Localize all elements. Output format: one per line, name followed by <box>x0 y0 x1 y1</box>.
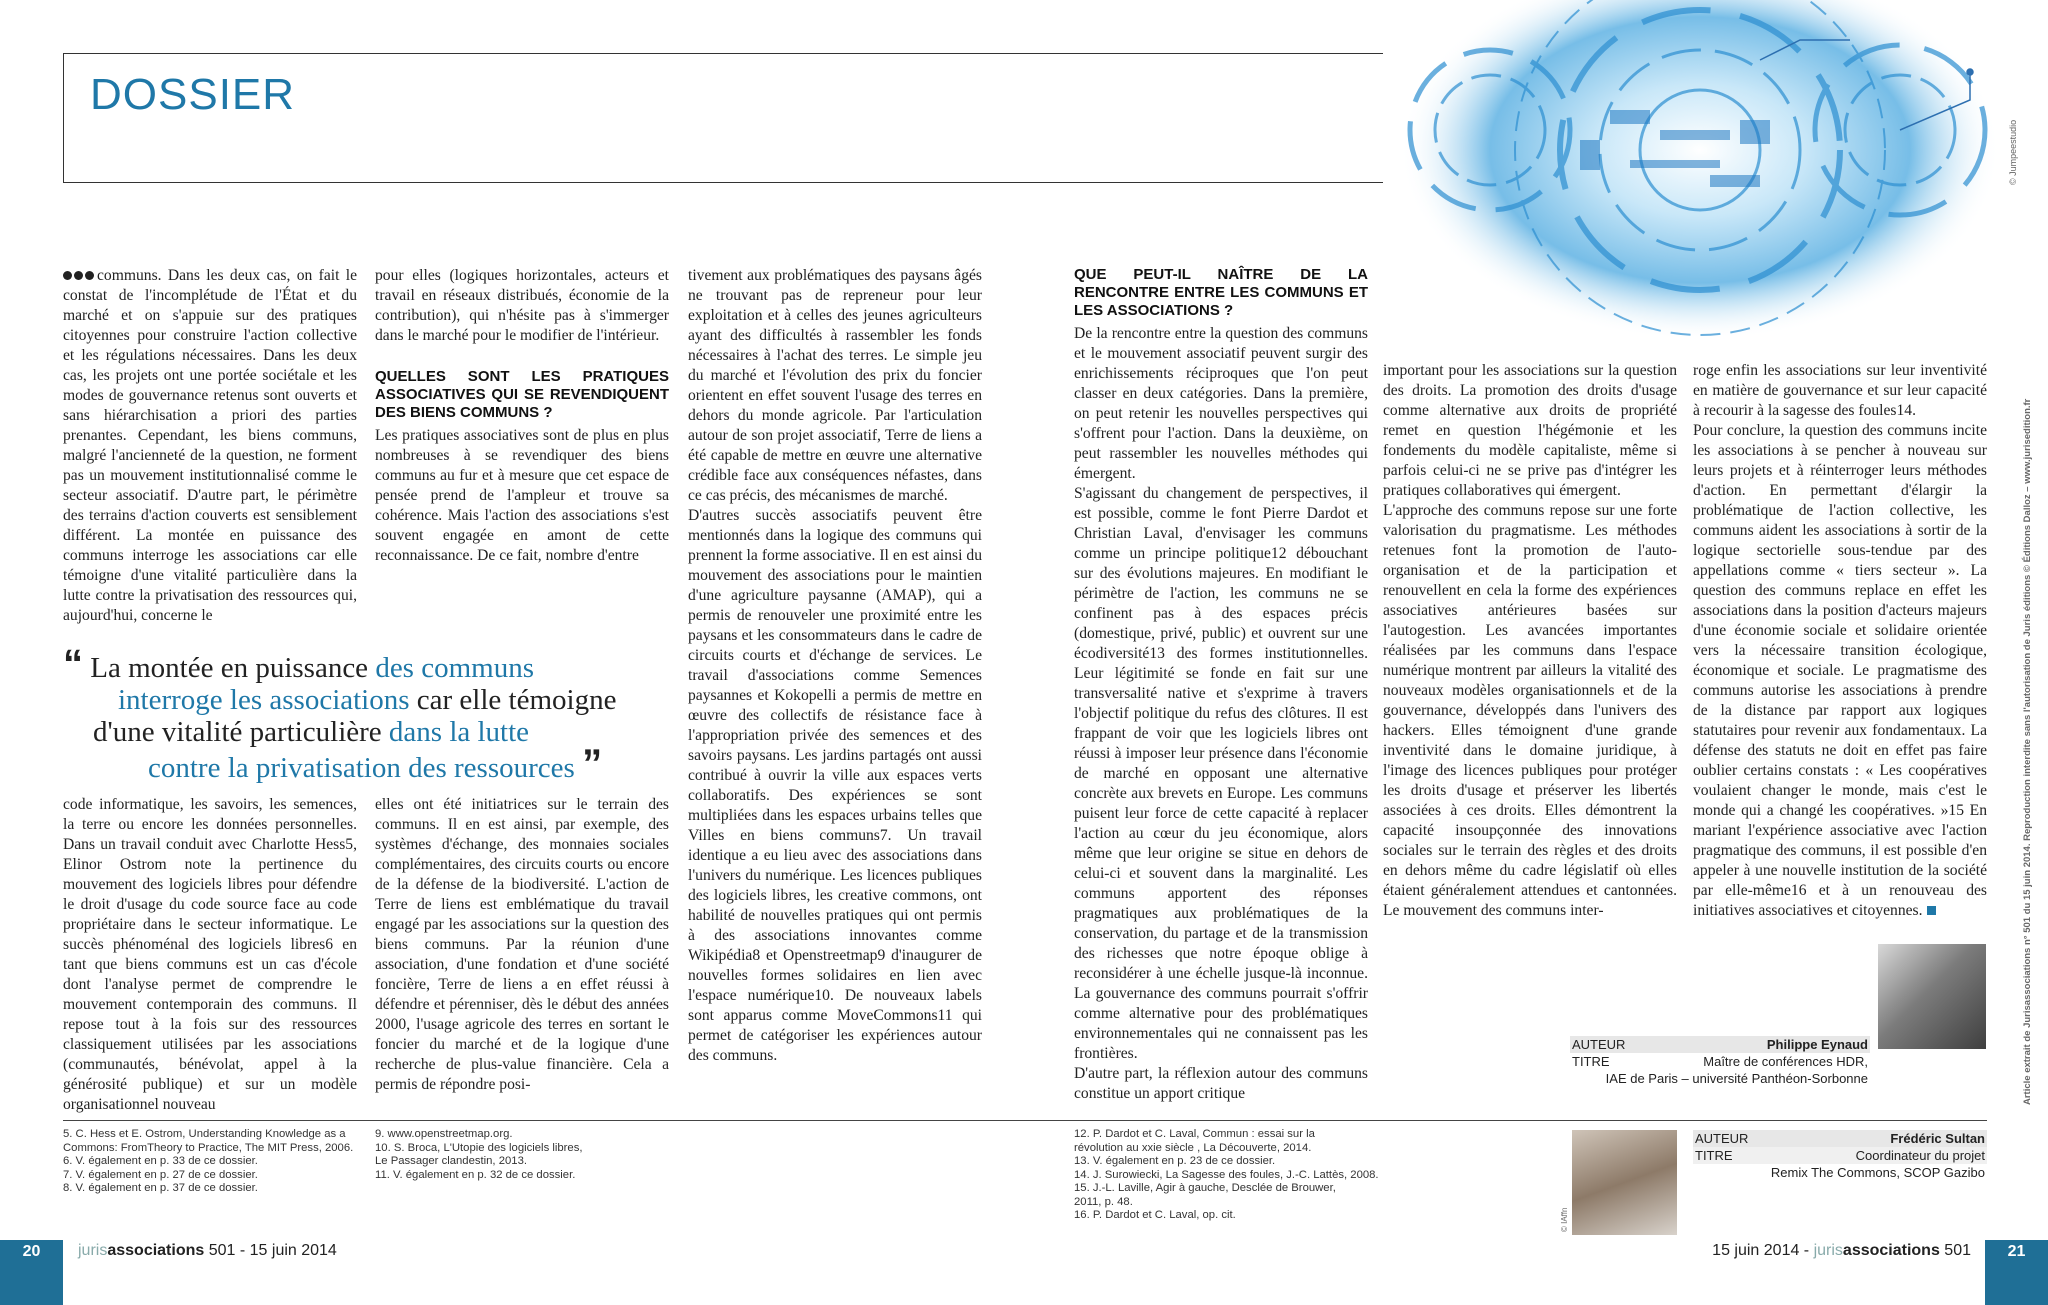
column-3 <box>688 266 982 1066</box>
footnote: 11. V. également en p. 32 de ce dossier. <box>375 1168 576 1181</box>
footnotes-a <box>63 1128 393 1196</box>
footnotes-b <box>375 1128 695 1182</box>
footnote-divider <box>63 1120 1987 1121</box>
body-text: D'autres succès associatifs peuvent être mentionnés dans la logique des communs qui prennent la forme associative. Il en est ainsi du mouvement des associations pour le maintien d'une agriculture paysanne (AMAP), qui a permis de renouveler une proximité entre les paysans et les consommateurs dans le cadre de circuits courts et d'échange de services. Le travail d'associations comme Semences paysannes et Kokopelli a permis de mettre en œuvre des collectifs de résistance face à l'appropriation privée des semences et des savoirs paysans. Les jardins partagés ont aussi contribué à ouvrir la ville aux espaces verts collaboratifs. Des expériences se sont multipliées dans les espaces urbains telles que Villes en biens communs7. Un travail identique a eu lieu avec des associations dans l'univers du numérique. Les licences publiques des logiciels libres, les creative commons, ont habilité de nouvelles pratiques qui ont permis à des associations innovantes comme Wikipédia8 et Openstreetmap9 d'inaugurer de nouvelles formes solidaires en lien avec l'espace numérique10. De nouveaux labels sont apparus comme MoveCommons11 qui permet de catégoriser les expériences autour des communs. <box>688 507 982 1064</box>
hero-illustration <box>1380 0 2020 360</box>
brand-associations: associations <box>1842 1242 1940 1259</box>
body-text: elles ont été initiatrices sur le terrain des communs. Il en est ainsi, par exemple, des systèmes d'échange, des monnaies sociales complémentaires, des circuits courts ou encore de la défense de la biodiversité. L'action de Terre de liens est emblématique du travail engagé par les associations sur la question des biens communs. Par la réunion d'une association, d'une fondation et d'une société foncière, Terre de liens a en effet réussi à défendre et pérenniser, dès le début des années 2000, l'usage agricole des terres en sortant le foncier du marché et de la logique d'une recherche de plus-value financière. Cela a permis de répondre posi- <box>375 796 669 1093</box>
author-photo <box>1878 944 1986 1049</box>
column-1-top <box>63 266 357 626</box>
brand-juris: juris <box>1813 1242 1843 1259</box>
quote-text: contre la privatisation des ressources <box>148 752 575 784</box>
body-text: S'agissant du changement de perspectives, il est possible, comme le font Pierre Dardot et Christian Laval, d'envisager les communs comme un principe politique12 débouchant sur des évolutions majeures. En modifiant le périmètre de l'action, les communs ne se confinent pas à des espaces précis (domestique, privé, public) et ouvrent sur une écodiversité13 des formes institutionnelles. Leur légitimité se fonde en fait sur une transversalité native et s'exprime à travers l'objectif politique du refus des clôtures. Il est frappant de voir que les logiciels libres ont réussi à imposer leur présence dans l'économie de marché en opposant une alternative concrète aux brevets en Europe. Les communs puisent leur force de cette capacité à replacer l'action au cœur du jeu économique, alors même que leur origine se situe en dehors de celui-ci et souvent dans la marginalité. Les communs apportent des réponses pragmatiques aux problématiques de la conservation, du partage et de la transmission des richesses que notre époque oblige à reconsidérer à une échelle jusque-là inconnue. La gouvernance des communs pourrait s'offrir comme alternative pour des problématiques environnementales qui ne connaissent pas les frontières. <box>1074 485 1368 1062</box>
title-label: TITRE <box>1695 1148 1733 1163</box>
quote-text: interroge les associations <box>118 684 410 716</box>
body-text: pour elles (logiques horizontales, acteurs et travail en réseaux distribués, économie de la contribution), qui n'hésite pas à s'immerger dans le marché pour le modifier de l'intérieur. <box>375 267 669 344</box>
column-5 <box>1383 361 1677 921</box>
author-label: AUTEUR <box>1695 1131 1749 1146</box>
body-text: roge enfin les associations sur leur inventivité en matière de gouvernance et sur leur capacité à recourir à la sagesse des foules14. <box>1693 362 1987 419</box>
footnote: 2011, p. 48. <box>1074 1195 1133 1208</box>
author-card-2 <box>1693 1130 1987 1181</box>
magazine-name-right <box>1712 1242 1971 1260</box>
quote-text: La montée en puissance <box>90 652 376 684</box>
quote-text: des communs <box>375 652 534 684</box>
author-title: IAE de Paris – université Panthéon-Sorbonne <box>1605 1071 1868 1086</box>
body-text: Pour conclure, la question des communs incite les associations à se pencher à nouveau sur leurs projets et à réinterroger leurs méthodes d'action. En permettant d'élargir la problématique de l'action collective, les communs aident les associations à sortir de la logique sectorielle sous-tendue par des appellations comme « tiers secteur ». La question des communs replace en effet les associations dans la position d'acteurs majeurs d'une économie sociale et solidaire orientée vers la nécessaire transition écologique, économique et sociale. Le pragmatisme des communs autorise les associations à prendre de la distance par rapport aux logiques statutaires pour revenir aux fondamentaux. La défense des statuts ne doit en effet pas faire oublier certains constats : « Les coopératives voulaient changer le monde, mais c'est le monde qui a changé les coopératives. »15 En mariant l'expérience associative avec l'action pragmatique des communs, il est possible d'en appeler à une nouvelle institution de la société par elle-même16 et à un renouveau des initiatives associatives et citoyennes. <box>1693 422 1987 919</box>
section-heading: QUE PEUT-IL NAÎTRE DE LA RENCONTRE ENTRE LES COMMUNS ET LES ASSOCIATIONS ? <box>1074 266 1368 319</box>
brand-juris: juris <box>78 1242 108 1259</box>
footnote: 15. J.-L. Laville, Agir à gauche, Desclée de Brouwer, <box>1074 1182 1336 1194</box>
quote-text: d'une vitalité particulière <box>93 716 389 748</box>
author-photo <box>1572 1130 1677 1235</box>
author-title: Remix The Commons, SCOP Gazibo <box>1770 1165 1985 1180</box>
footnote: 6. V. également en p. 33 de ce dossier. <box>63 1155 258 1167</box>
footnote: 12. P. Dardot et C. Laval, Commun : essai sur la <box>1074 1128 1315 1140</box>
footnote: Commons: FromTheory to Practice, The MIT Press, 2006. <box>63 1141 354 1154</box>
body-text: tivement aux problématiques des paysans âgés ne trouvant pas de repreneur pour leur exploitation et à celles des jeunes agriculteurs ayant des difficultés à rassembler les fonds nécessaires à l'achat des terres. Le simple jeu du marché et l'évolution des prix du foncier orientent en effet souvent l'usage des terres en dehors du monde agricole. Par l'articulation autour de son projet associatif, Terre de liens a été capable de mettre en œuvre une alternative crédible face aux conséquences néfastes, dans ce cas précis, des mécanismes de marché. <box>688 267 982 504</box>
footnote: 9. www.openstreetmap.org. <box>375 1128 513 1140</box>
footnote: 8. V. également en p. 37 de ce dossier. <box>63 1182 258 1194</box>
quote-text: dans la lutte <box>388 716 530 748</box>
photo-credit: © IAffn <box>1560 1207 1569 1232</box>
body-text: important pour les associations sur la question des droits. La promotion des droits d'usage comme alternative aux droits de propriété remet en question l'hégémonie et les fondements du modèle capitaliste, même si parfois celui-ci ne se prive pas d'intégrer les pratiques collaboratives qui émergent. <box>1383 362 1677 499</box>
issue-date: 15 juin 2014 - <box>1712 1242 1814 1259</box>
author-name: Frédéric Sultan <box>1890 1131 1985 1146</box>
body-text: communs. Dans les deux cas, on fait le constat de l'incomplétude de l'État et du marché et on s'appuie sur des pratiques citoyennes pour construire l'action collective et les régulations nécessaires. Dans les deux cas, les projets ont une portée sociétale et les modes de gouvernance retenus sont ouverts et sans hiérarchisation a priori des parties prenantes. Cependant, les biens communs, malgré l'ancienneté de la question, ne forment pas un mouvement institutionnalisé comme le secteur associatif. D'autre part, le périmètre des terrains d'action couverts est sensiblement différent. La montée en puissance des communs interroge les associations car elle témoigne d'une vitalité particulière dans la lutte contre la privatisation des ressources qui, aujourd'hui, concerne le <box>63 267 357 624</box>
end-mark-icon <box>1927 906 1936 915</box>
author-name: Philippe Eynaud <box>1766 1037 1868 1052</box>
quote-text: car elle témoigne <box>409 684 617 716</box>
footnote: 7. V. également en p. 27 de ce dossier. <box>63 1168 258 1181</box>
section-title: DOSSIER <box>90 70 296 119</box>
brand-associations: associations <box>107 1242 205 1259</box>
quote-close-mark: ” <box>582 742 603 786</box>
footnotes-c <box>1074 1128 1404 1223</box>
column-1-bottom <box>63 795 357 1115</box>
issue-info: 501 - 15 juin 2014 <box>204 1242 337 1259</box>
body-text: L'approche des communs repose sur une forte valorisation du pragmatisme. Les méthodes retenues font la promotion de l'auto-organisation et de la participation et renouvellent en cela la forme des expériences associatives antérieures basées sur l'autogestion. Les avancées importantes réalisées par les communs dans l'espace numérique montrent par ailleurs la vitalité des nouveaux modèles organisationnels et de la gouvernance, développés dans l'univers des hackers. Elles témoignent d'une grande inventivité dans le domaine juridique, à l'image des licences publiques pour protéger les droits d'usage et préserver les libertés associées à ces droits. Elles démontrent la capacité insoupçonnée des innovations sociales sur le terrain des règles et des droits en dehors même du cadre législatif où elles étaient généralement attendues et cantonnées. Le mouvement des communs inter- <box>1383 502 1677 919</box>
footnote: 13. V. également en p. 23 de ce dossier. <box>1074 1155 1276 1167</box>
issue-info: 501 <box>1939 1242 1971 1259</box>
body-text: code informatique, les savoirs, les semences, la terre ou encore les données personnelles. Dans un travail conduit avec Charlotte Hess5, Elinor Ostrom note la pertinence du mouvement des logiciels libres pour défendre le droit d'usage du code source face au code propriétaire dans le secteur informatique. Le succès phénoménal des logiciels libres6 en tant que biens communs est un cas d'école dont l'analyse permet de comprendre le mouvement contemporain des communs. Il repose tout à la fois sur des ressources classiquement utilisées par les associations (communautés, bénévolat, appel à la générosité publique) et sur un modèle organisationnel nouveau <box>63 796 357 1113</box>
author-card-1 <box>1570 1036 1870 1087</box>
footnote: 14. J. Surowiecki, La Sagesse des foules, J.-C. Lattès, 2008. <box>1074 1168 1379 1181</box>
copyright-side-note: Article extrait de Jurisassociations n° 501 du 15 juin 2014. Reproduction interdite sans l'autorisation de Juris éditions © Éditions Dalloz – www.jurisedition.fr <box>2022 398 2033 1105</box>
title-label: TITRE <box>1572 1054 1610 1069</box>
photo-credit: © Jumpeestudio <box>2008 119 2018 185</box>
author-title: Coordinateur du projet <box>1855 1148 1985 1163</box>
column-2-bottom <box>375 795 669 1095</box>
section-heading: QUELLES SONT LES PRATIQUES ASSOCIATIVES QUI SE REVENDIQUENT DES BIENS COMMUNS ? <box>375 368 669 421</box>
body-text: Les pratiques associatives sont de plus en plus nombreuses à se revendiquer des biens communs au fur et à mesure que cet espace de pensée prend de l'ampleur et trouve sa cohérence. Mais l'action des associations s'est souvent engagée en amont de cette reconnaissance. De ce fait, nombre d'entre <box>375 427 669 564</box>
footnote: révolution au xxie siècle , La Découverte, 2014. <box>1074 1141 1312 1154</box>
footnote: 5. C. Hess et E. Ostrom, Understanding Knowledge as a <box>63 1128 346 1140</box>
body-text: D'autre part, la réflexion autour des communs constitue un apport critique <box>1074 1065 1368 1102</box>
quote-open-mark: “ <box>63 642 83 686</box>
magazine-name-left <box>78 1242 337 1260</box>
footnote: Le Passager clandestin, 2013. <box>375 1155 527 1167</box>
author-label: AUTEUR <box>1572 1037 1626 1052</box>
continuation-dots-icon <box>63 266 97 286</box>
page-number-left: 20 <box>0 1240 63 1305</box>
column-6 <box>1693 361 1987 921</box>
column-4 <box>1074 266 1368 1104</box>
page-number-right: 21 <box>1985 1240 2048 1305</box>
footnote: 16. P. Dardot et C. Laval, op. cit. <box>1074 1209 1236 1221</box>
footnote: 10. S. Broca, L'Utopie des logiciels libres, <box>375 1141 583 1154</box>
author-title: Maître de conférences HDR, <box>1703 1054 1868 1069</box>
body-text: De la rencontre entre la question des communs et le mouvement associatif peuvent surgir des enrichissements réciproques que l'on peut classer en deux catégories. Dans la première, on peut retenir les nouvelles perspectives qui s'offrent pour l'action. Dans la deuxième, on peut rassembler les nouvelles méthodes qui émergent. <box>1074 325 1368 482</box>
column-2-top <box>375 266 669 566</box>
pull-quote <box>63 642 683 786</box>
